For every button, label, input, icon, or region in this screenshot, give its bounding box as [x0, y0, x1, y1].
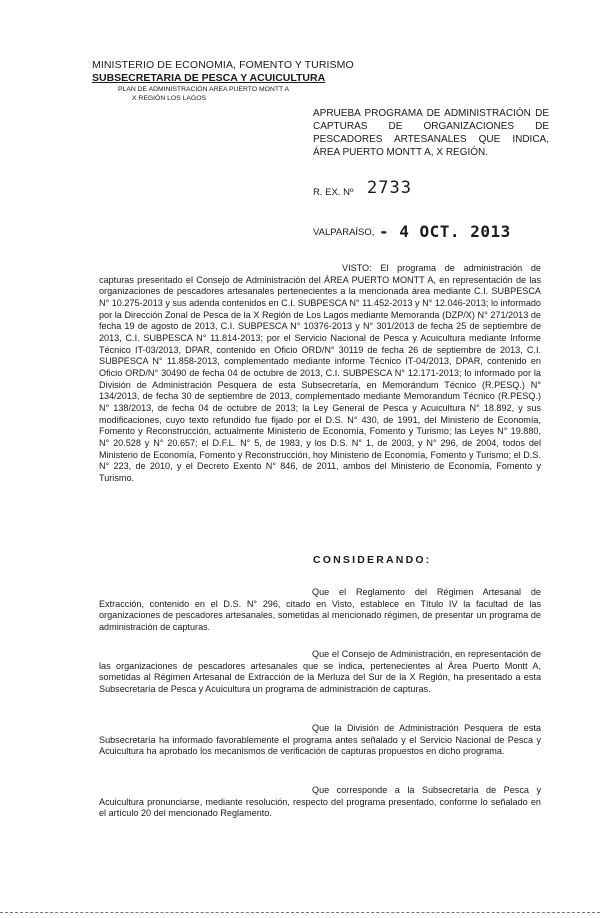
visto-paragraph: VISTO: El programa de administración de capturas presentado el Consejo de Administración del ÁREA PUERTO MONTT A, en representación de las organizaciones de pescadores artesanales pertenecientes a la mencionada área mediante C.I. SUBPESCA N° 10.275-2013 y sus adenda contenidos en C.I. SUBPESCA N° 11.452-2013 y N° 12.046-2013; lo informado por la Dirección Zonal de Pesca de la X Región de Los Lagos mediante Memoranda (DZP/X) N° 271/2013 de fecha 19 de agosto de 2013, C.I. SUBPESCA N° 10376-2013 y N° 301/2013 de fecha 25 de septiembre de 2013, C.I. SUBPESCA N° 11.814-2013; por el Servicio Nacional de Pesca y Acuicultura mediante Informe Técnico IT-03/2013, DPAR, contenido en Oficio ORD/N° 30119 de fecha 26 de septiembre de 2013, C.I. SUBPESCA N° 11.858-2013, complementado mediante informe Técnico IT-04/2013, DPAR, contenido en Oficio ORD/N° 30490 de fecha 04 de octubre de 2013, C.I. SUBPESCA N° 12.171-2013; lo informado por la División de Administración Pesquera de esta Subsecretaría, en Memorándum Técnico (R.PESQ.) N° 134/2013, de fecha 30 de septiembre de 2013, complementado mediante Memorandum Técnico (R.PESQ.) N° 138/2013, de fecha 04 de octubre de 2013; la Ley General de Pesca y Acuicultura N° 18.892, y sus modificaciones, cuyo texto refundido fue fijado por el D.S. N° 430, de 1991, del Ministerio de Economía, Fomento y Reconstrucción, actualmente Ministerio de Economía, Fomento y Turismo; las Leyes N° 19.880, N° 20.528 y N° 20.657; el D.F.L. N° 5, de 1983, y los D.S. N° 1, de 2003, y N° 296, de 2004, todos del Ministerio de Economía, Fomento y Reconstrucción, hoy Ministerio de Economía, Fomento y Turismo; el D.S. N° 223, de 2010, y el Decreto Exento N° 846, de 2011, ambos del Ministerio de Economía, Fomento y Turismo. — [99, 263, 541, 483]
page-bottom-rule — [0, 912, 600, 913]
resolution-title: APRUEBA PROGRAMA DE ADMINISTRACIÓN DE CAPTURAS DE ORGANIZACIONES DE PESCADORES ARTESANALES QUE INDICA, ÁREA PUERTO MONTT A, X REGIÓN. — [313, 108, 549, 158]
considerando-paragraph-2: Que el Consejo de Administración, en representación de las organizaciones de pescadores artesanales que se indica, pertenecientes al Área Puerto Montt A, sometidas al Régimen Artesanal de Extracción de la Merluza del Sur de la X Región, ha presentado a esta Subsecretaría de Pesca y Acuicultura un programa de administración de capturas. — [99, 649, 541, 694]
ministry-name: MINISTERIO DE ECONOMIA, FOMENTO Y TURISMO — [92, 59, 354, 71]
subsecretaria-name: SUBSECRETARIA DE PESCA Y ACUICULTURA — [92, 72, 326, 84]
considerando-paragraph-1: Que el Reglamento del Régimen Artesanal de Extracción, contenido en el D.S. N° 296, citado en Visto, establece en Título IV la facultad de las organizaciones de pescadores artesanales, sometidas al mencionado régimen, de presentar un programa de administración de capturas. — [99, 587, 541, 632]
considerando-heading: CONSIDERANDO: — [313, 554, 432, 566]
date-stamp: - 4 OCT. 2013 — [379, 222, 511, 241]
region-name: X REGIÓN LOS LAGOS — [132, 95, 207, 102]
plan-name: PLAN DE ADMINISTRACIÓN AREA PUERTO MONTT A — [118, 86, 290, 93]
considerando-paragraph-3: Que la División de Administración Pesquera de esta Subsecretaría ha informado favorablemente el programa antes señalado y el Servicio Nacional de Pesca y Acuicultura ha aprobado los mecanismos de verificación de capturas propuestos en dicho programa. — [99, 723, 541, 757]
considerando-paragraph-4: Que corresponde a la Subsecretaría de Pesca y Acuicultura pronunciarse, mediante resolución, respecto del programa presentado, conforme lo señalado en el artículo 20 del mencionado Reglamento. — [99, 785, 541, 819]
resolution-label: R. EX. Nº — [313, 187, 354, 198]
resolution-number: 2733 — [367, 178, 412, 198]
place-label: VALPARAÍSO, — [313, 227, 375, 238]
